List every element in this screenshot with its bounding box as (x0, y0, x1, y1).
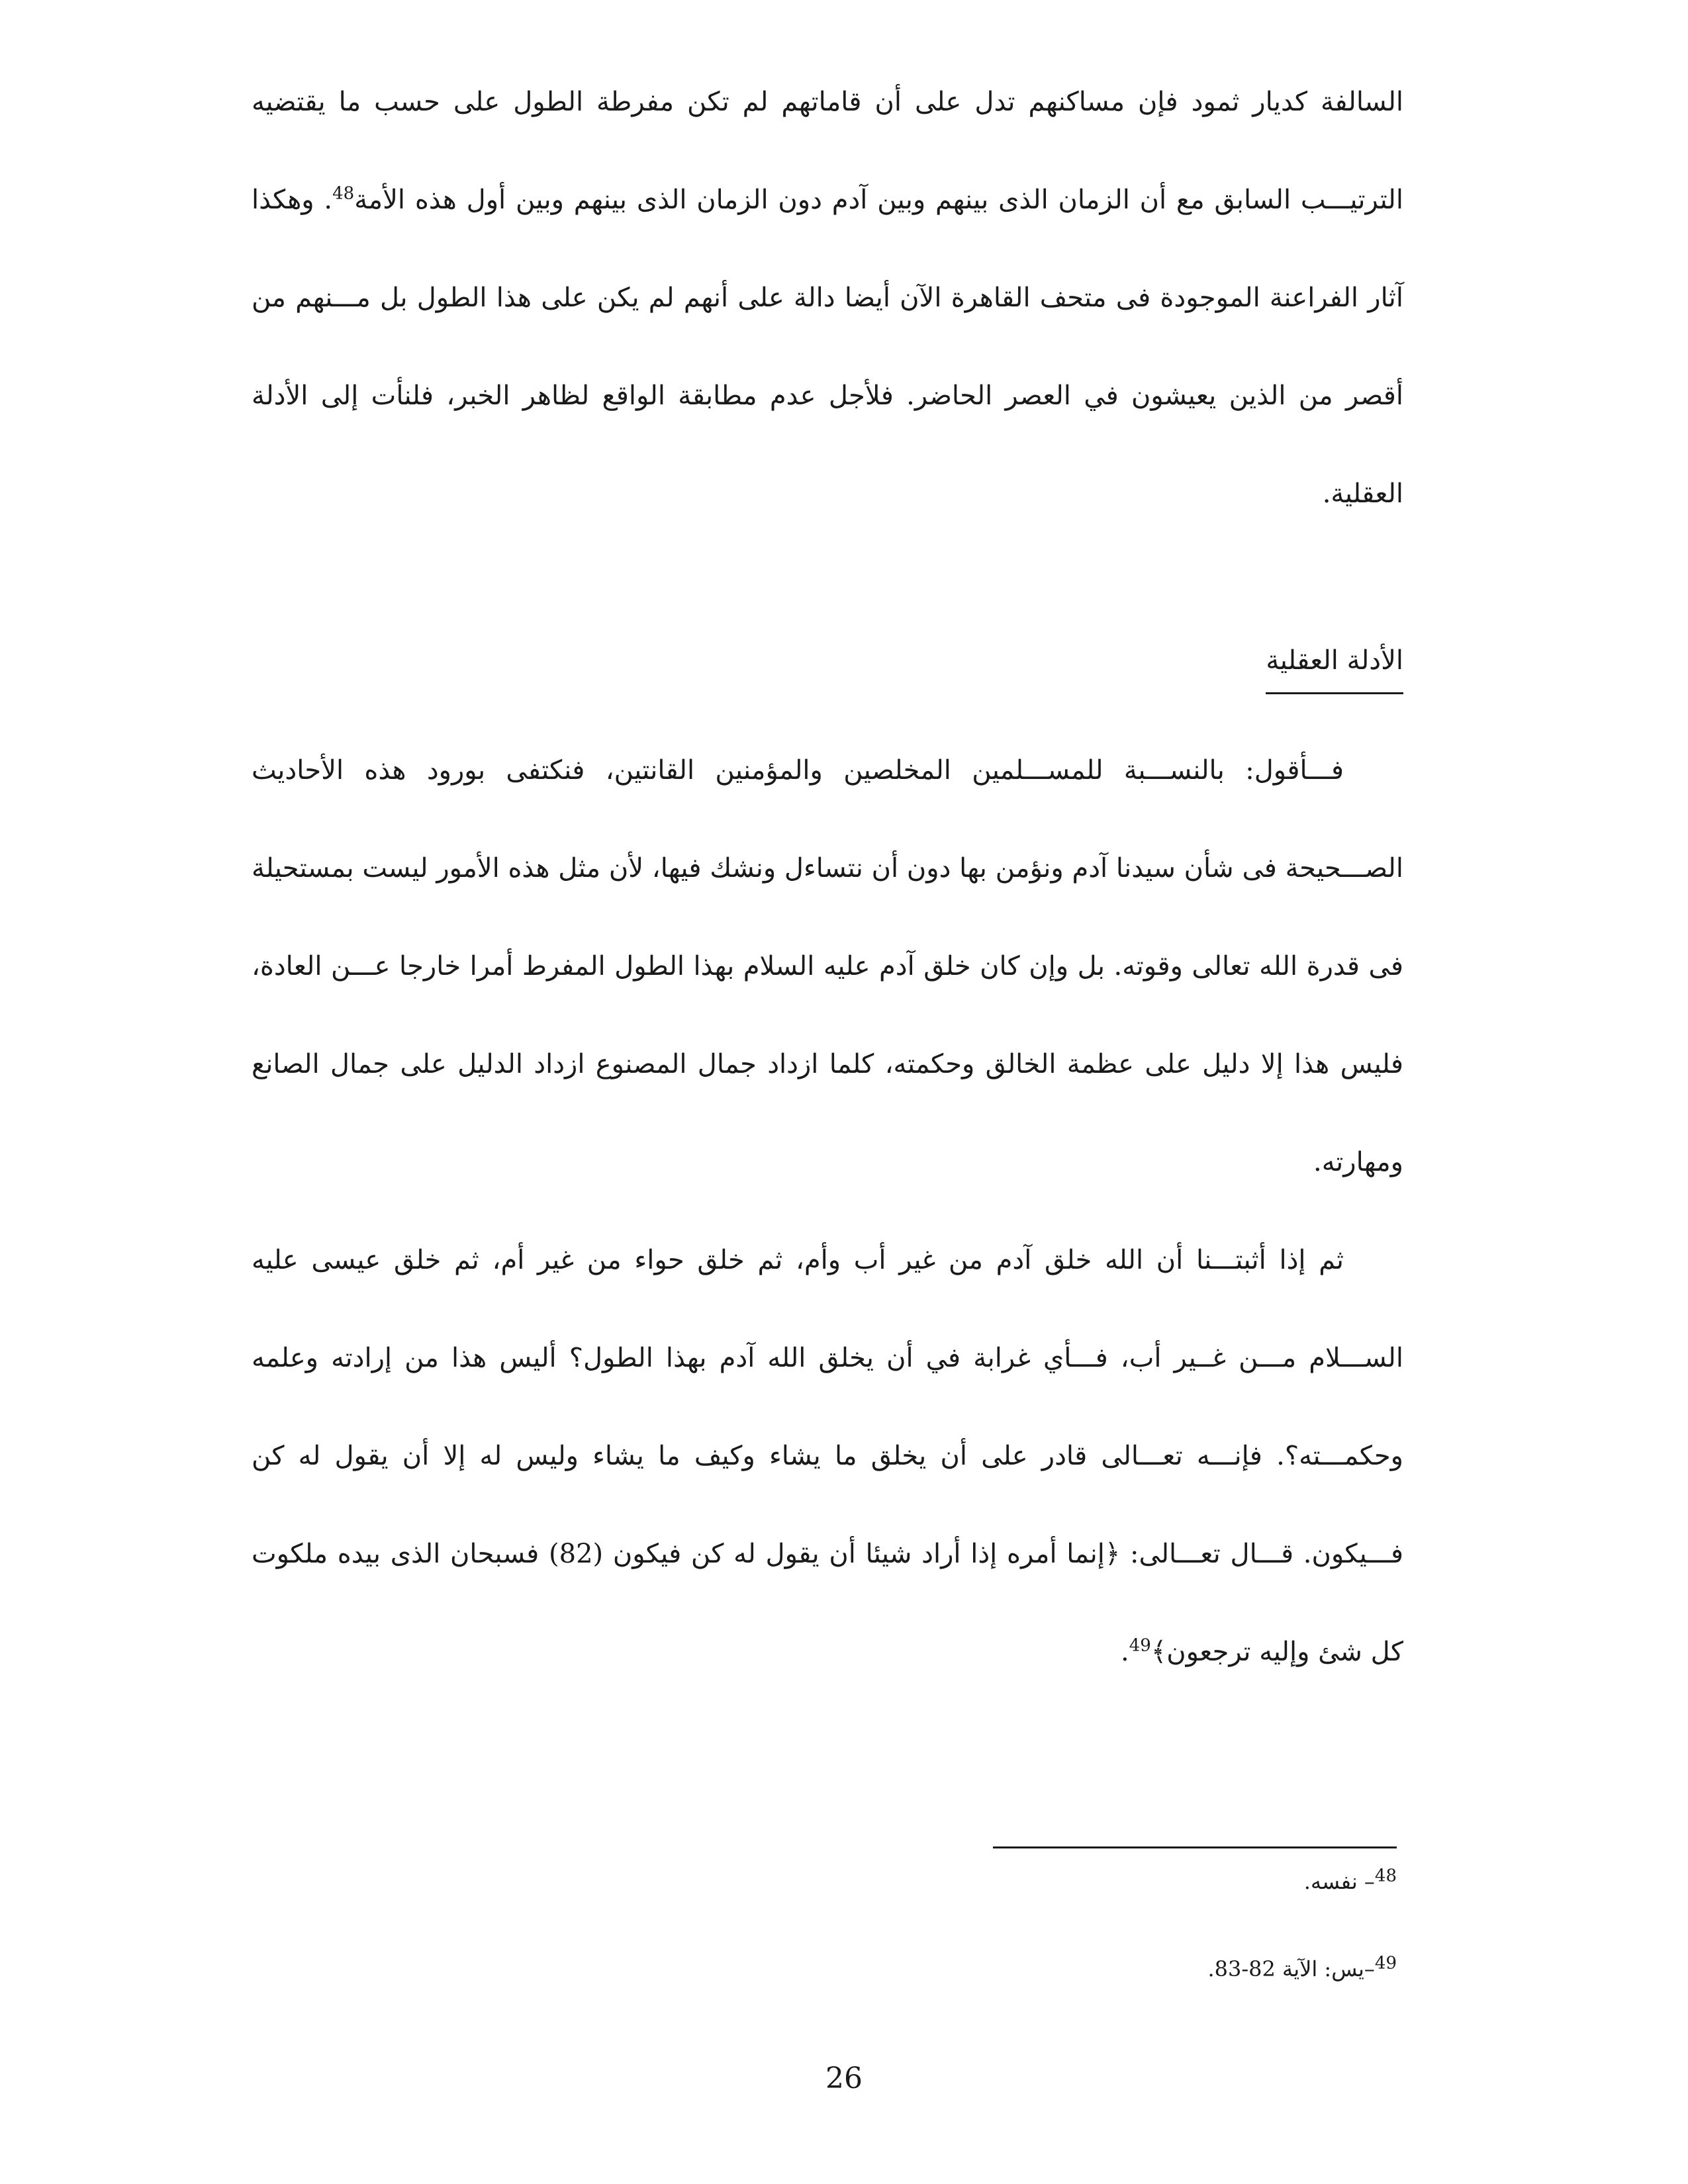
paragraph-2-text: فـــأقول: بالنســـبة للمســـلمين المخلصين والمؤمنين القانتين، فنكتفى بورود هذه الأحاديث الصـــحيحة فى شأن سيدنا آدم ونؤمن بها دون أن نتساءل ونشك فيها، لأن مثل هذه الأمور ليست بمستحيلة فى قدرة الله تعالى وقوته. بل وإن كان خلق آدم عليه السلام بهذا الطول المفرط أمرا خارجا عـــن العادة، فليس هذا إلا دليل على عظمة الخالق وحكمته، كلما ازداد جمال المصنوع ازداد الدليل على جمال الصانع ومهارته. (252, 755, 1404, 1177)
body-paragraph-2 (252, 721, 1403, 1211)
footnote-ref-49[interactable]: 49 (1129, 1635, 1151, 1656)
paragraph-3-text: ثم إذا أثبتـــنا أن الله خلق آدم من غير أب وأم، ثم خلق حواء من غير أم، ثم خلق عيسى عليه الســـلام مـــن غــير أب، فـــأي غرابة في أن يخلق الله آدم بهذا الطول؟ أليس هذا من إرادته وعلمه وحكمـــته؟. فإنـــه تعـــالى قادر على أن يخلق ما يشاء وكيف ما يشاء وليس له إلا أن يقول له كن فـــيكون. قـــال تعـــالى: ﴿إنما أمره إذا أراد شيئا أن يقول له كن فيكون (82) فسبحان الذى بيده ملكوت كل شئ وإليه ترجعون﴾ (252, 1245, 1403, 1667)
footnote-text: –يس: الآية 82-83. (1207, 1956, 1375, 1981)
section-heading: الأدلة العقلية (1266, 641, 1403, 694)
footnote-number: 48 (1374, 1866, 1397, 1886)
footnote-divider (993, 1846, 1397, 1848)
footnote-text: – نفسه. (1303, 1869, 1375, 1894)
footnote-48 (1304, 1865, 1397, 1898)
body-paragraph-3 (252, 1211, 1403, 1701)
paragraph-3-text-continued: . (1121, 1637, 1129, 1667)
paragraph-1-text-continued: . وهكذا آثار الفراعنة الموجودة فى متحف القاهرة الآن أيضا دالة على أنهم لم يكن على هذا الطول بل مـــنهم من أقصر من الذين يعيشون في العصر الحاضر. فلأجل عدم مطابقة الواقع لظاهر الخبر، فلنأت إلى الأدلة العقلية. (252, 185, 1403, 509)
footnote-49 (1207, 1952, 1397, 1985)
footnote-number: 49 (1374, 1953, 1397, 1974)
footnote-ref-48[interactable]: 48 (332, 183, 355, 204)
paragraph-1-text: السالفة كديار ثمود فإن مساكنهم تدل على أن قاماتهم لم تكن مفرطة الطول على حسب ما يقتضيه الترتيـــب السابق مع أن الزمان الذى بينهم وبين آدم دون الزمان الذى بينهم وبين أول هذه الأمة (252, 87, 1403, 215)
page-number: 26 (825, 2062, 863, 2095)
body-paragraph-1 (252, 53, 1403, 543)
